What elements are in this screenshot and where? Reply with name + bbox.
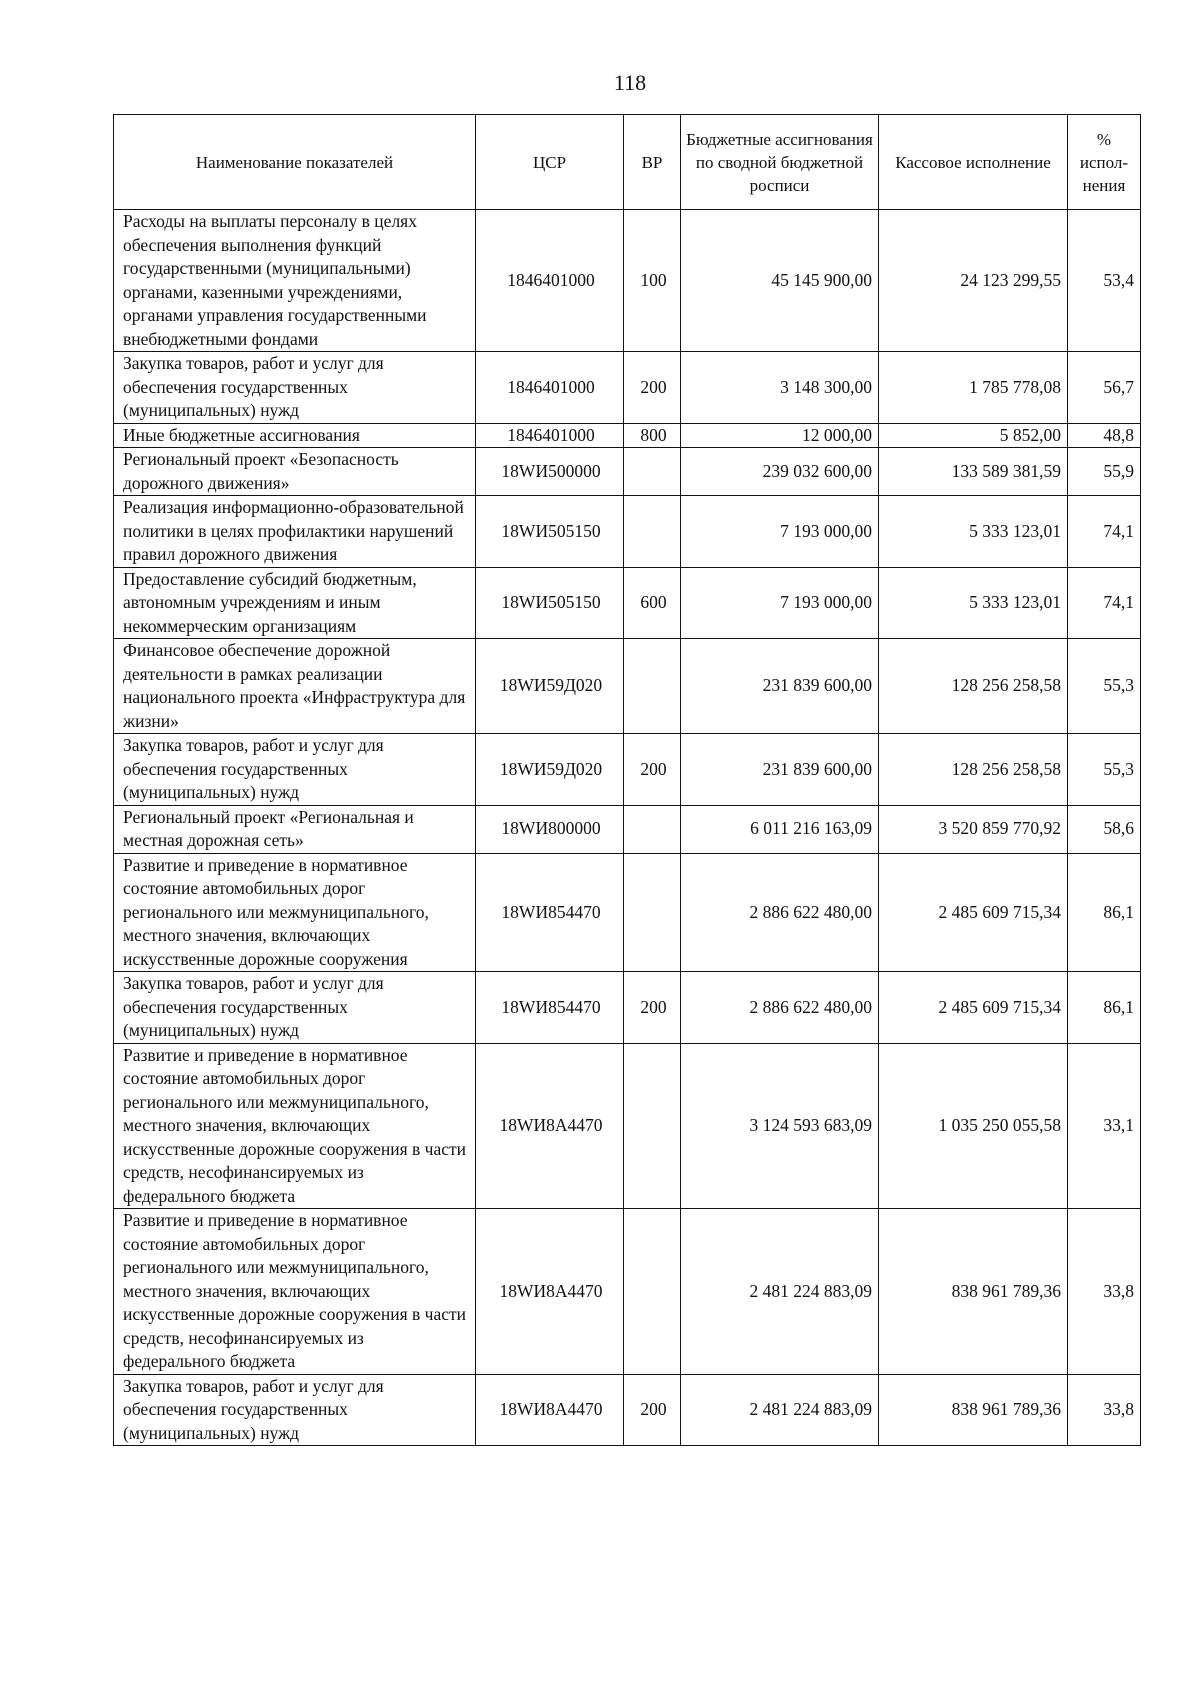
page-number: 118 [613,70,647,95]
row-vr: 600 [624,567,681,639]
row-execution-percent: 74,1 [1068,496,1141,568]
row-allocations: 2 481 224 883,09 [681,1374,879,1446]
row-vr [624,496,681,568]
row-execution-percent: 55,3 [1068,639,1141,734]
row-cash-execution: 1 035 250 055,58 [879,1043,1068,1209]
row-allocations: 3 124 593 683,09 [681,1043,879,1209]
row-csr: 18WИ8А4470 [476,1043,624,1209]
row-execution-percent: 56,7 [1068,352,1141,424]
header-allocations: Бюджетные ассигнования по сводной бюджетной росписи [681,115,879,210]
row-vr [624,1043,681,1209]
row-cash-execution: 2 485 609 715,34 [879,853,1068,972]
row-name: Закупка товаров, работ и услуг для обеспечения государственных (муниципальных) нужд [114,1374,476,1446]
row-name: Закупка товаров, работ и услуг для обеспечения государственных (муниципальных) нужд [114,972,476,1044]
row-name: Развитие и приведение в нормативное состояние автомобильных дорог регионального или межмуниципального, местного значения, включающих искусственные дорожные сооружения в части средств, несофинансируемых из федерального бюджета [114,1043,476,1209]
header-cash-execution: Кассовое исполнение [879,115,1068,210]
header-vr: ВР [624,115,681,210]
row-allocations: 3 148 300,00 [681,352,879,424]
table-row [114,352,1141,424]
table-row [114,639,1141,734]
row-cash-execution: 838 961 789,36 [879,1374,1068,1446]
table-row [114,1209,1141,1375]
row-name: Иные бюджетные ассигнования [114,423,476,448]
row-csr: 18WИ8А4470 [476,1209,624,1375]
row-vr: 200 [624,1374,681,1446]
row-name: Расходы на выплаты персоналу в целях обеспечения выполнения функций государственными (муниципальными) органами, казенными учреждениями, органами управления государственными внебюджетными фондами [114,210,476,352]
row-cash-execution: 3 520 859 770,92 [879,805,1068,853]
table-row [114,567,1141,639]
header-execution-percent: % испол-нения [1068,115,1141,210]
row-allocations: 12 000,00 [681,423,879,448]
row-name: Финансовое обеспечение дорожной деятельности в рамках реализации национального проекта «Инфраструктура для жизни» [114,639,476,734]
table-row [114,1043,1141,1209]
row-vr: 200 [624,734,681,806]
row-csr: 18WИ505150 [476,496,624,568]
header-csr: ЦСР [476,115,624,210]
row-execution-percent: 33,1 [1068,1043,1141,1209]
row-csr: 18WИ500000 [476,448,624,496]
row-allocations: 45 145 900,00 [681,210,879,352]
row-execution-percent: 53,4 [1068,210,1141,352]
row-vr: 100 [624,210,681,352]
row-name: Развитие и приведение в нормативное состояние автомобильных дорог регионального или межмуниципального, местного значения, включающих искусственные дорожные сооружения в части средств, несофинансируемых из федерального бюджета [114,1209,476,1375]
row-vr [624,639,681,734]
row-vr [624,853,681,972]
row-name: Закупка товаров, работ и услуг для обеспечения государственных (муниципальных) нужд [114,352,476,424]
row-csr: 18WИ59Д020 [476,639,624,734]
row-csr: 18WИ8А4470 [476,1374,624,1446]
row-csr: 18WИ800000 [476,805,624,853]
row-csr: 18WИ854470 [476,972,624,1044]
row-csr: 1846401000 [476,210,624,352]
row-csr: 1846401000 [476,423,624,448]
row-cash-execution: 1 785 778,08 [879,352,1068,424]
table-header-row [114,115,1141,210]
row-cash-execution: 5 333 123,01 [879,567,1068,639]
row-cash-execution: 2 485 609 715,34 [879,972,1068,1044]
row-allocations: 2 886 622 480,00 [681,972,879,1044]
row-cash-execution: 838 961 789,36 [879,1209,1068,1375]
row-csr: 18WИ505150 [476,567,624,639]
row-allocations: 7 193 000,00 [681,496,879,568]
row-cash-execution: 24 123 299,55 [879,210,1068,352]
table-row [114,972,1141,1044]
row-execution-percent: 55,3 [1068,734,1141,806]
table-row [114,448,1141,496]
row-vr: 200 [624,352,681,424]
row-name: Региональный проект «Региональная и местная дорожная сеть» [114,805,476,853]
row-allocations: 7 193 000,00 [681,567,879,639]
budget-execution-table [113,114,1141,1446]
row-execution-percent: 86,1 [1068,972,1141,1044]
row-execution-percent: 58,6 [1068,805,1141,853]
row-allocations: 239 032 600,00 [681,448,879,496]
row-cash-execution: 133 589 381,59 [879,448,1068,496]
row-allocations: 231 839 600,00 [681,639,879,734]
row-cash-execution: 128 256 258,58 [879,639,1068,734]
row-name: Закупка товаров, работ и услуг для обеспечения государственных (муниципальных) нужд [114,734,476,806]
row-allocations: 231 839 600,00 [681,734,879,806]
row-name: Реализация информационно-образовательной политики в целях профилактики нарушений правил дорожного движения [114,496,476,568]
row-allocations: 2 886 622 480,00 [681,853,879,972]
row-csr: 1846401000 [476,352,624,424]
row-execution-percent: 86,1 [1068,853,1141,972]
row-name: Предоставление субсидий бюджетным, автономным учреждениям и иным некоммерческим организациям [114,567,476,639]
header-name: Наименование показателей [114,115,476,210]
row-csr: 18WИ854470 [476,853,624,972]
table-row [114,853,1141,972]
row-allocations: 6 011 216 163,09 [681,805,879,853]
row-csr: 18WИ59Д020 [476,734,624,806]
row-execution-percent: 74,1 [1068,567,1141,639]
row-vr [624,805,681,853]
row-vr: 800 [624,423,681,448]
row-execution-percent: 33,8 [1068,1209,1141,1375]
row-execution-percent: 55,9 [1068,448,1141,496]
row-cash-execution: 128 256 258,58 [879,734,1068,806]
table-row [114,1374,1141,1446]
row-name: Региональный проект «Безопасность дорожного движения» [114,448,476,496]
table-row [114,423,1141,448]
row-cash-execution: 5 852,00 [879,423,1068,448]
row-vr [624,1209,681,1375]
row-vr: 200 [624,972,681,1044]
row-execution-percent: 48,8 [1068,423,1141,448]
table-row [114,734,1141,806]
row-vr [624,448,681,496]
table-row [114,210,1141,352]
table-row [114,805,1141,853]
row-name: Развитие и приведение в нормативное состояние автомобильных дорог регионального или межмуниципального, местного значения, включающих искусственные дорожные сооружения [114,853,476,972]
table-row [114,496,1141,568]
row-allocations: 2 481 224 883,09 [681,1209,879,1375]
row-execution-percent: 33,8 [1068,1374,1141,1446]
row-cash-execution: 5 333 123,01 [879,496,1068,568]
